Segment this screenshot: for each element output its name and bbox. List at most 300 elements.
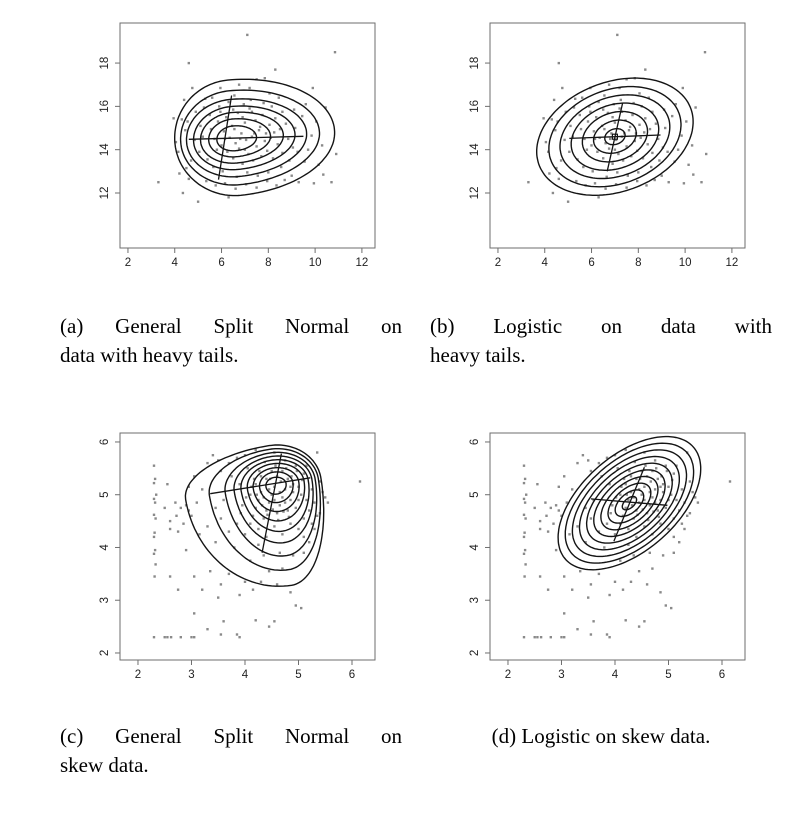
scatter-point bbox=[567, 201, 569, 203]
scatter-point bbox=[646, 583, 648, 585]
scatter-point bbox=[232, 108, 234, 110]
caption-b-line-1: (b) Logistic on data with bbox=[430, 314, 772, 338]
scatter-point bbox=[217, 120, 219, 122]
scatter-point bbox=[154, 517, 156, 519]
scatter-point bbox=[260, 475, 262, 477]
scatter-point bbox=[275, 184, 277, 186]
panel-a-chart bbox=[88, 0, 398, 285]
scatter-point bbox=[667, 528, 669, 530]
scatter-point bbox=[524, 478, 526, 480]
scatter-point bbox=[240, 132, 242, 134]
caption-c bbox=[60, 722, 402, 780]
scatter-point bbox=[153, 465, 155, 467]
scatter-point bbox=[611, 163, 613, 165]
scatter-point bbox=[568, 533, 570, 535]
scatter-point bbox=[536, 483, 538, 485]
scatter-point bbox=[185, 167, 187, 169]
scatter-point bbox=[558, 486, 560, 488]
scatter-point bbox=[180, 507, 182, 509]
caption-a-line-1: (a) General Split Normal on bbox=[60, 314, 402, 338]
scatter-point bbox=[216, 149, 218, 151]
scatter-point bbox=[631, 114, 633, 116]
scatter-point bbox=[563, 636, 565, 638]
scatter-point bbox=[683, 182, 685, 184]
scatter-point bbox=[238, 84, 240, 86]
scatter-point bbox=[225, 116, 227, 118]
scatter-point bbox=[649, 128, 651, 130]
scatter-point bbox=[257, 544, 259, 546]
scatter-point bbox=[307, 149, 309, 151]
scatter-point bbox=[523, 536, 525, 538]
scatter-point bbox=[327, 501, 329, 503]
scatter-point bbox=[166, 636, 168, 638]
scatter-point bbox=[186, 120, 188, 122]
scatter-point bbox=[582, 454, 584, 456]
scatter-point bbox=[155, 494, 157, 496]
scatter-point bbox=[262, 102, 264, 104]
scatter-point bbox=[561, 87, 563, 89]
caption-a bbox=[60, 312, 402, 370]
scatter-point bbox=[683, 528, 685, 530]
scatter-point bbox=[295, 604, 297, 606]
scatter-point bbox=[525, 494, 527, 496]
scatter-point bbox=[268, 124, 270, 126]
x-tick-label: 2 bbox=[124, 257, 132, 269]
scatter-point bbox=[620, 99, 622, 101]
scatter-point bbox=[580, 128, 582, 130]
scatter-point bbox=[154, 563, 156, 565]
scatter-point bbox=[547, 530, 549, 532]
scatter-point bbox=[169, 520, 171, 522]
scatter-point bbox=[579, 570, 581, 572]
scatter-point bbox=[523, 482, 525, 484]
scatter-point bbox=[675, 499, 677, 501]
scatter-point bbox=[603, 546, 605, 548]
scatter-point bbox=[524, 549, 526, 551]
scatter-point bbox=[257, 175, 259, 177]
scatter-point bbox=[202, 136, 204, 138]
scatter-point bbox=[602, 108, 604, 110]
scatter-point bbox=[287, 509, 289, 511]
scatter-point bbox=[227, 101, 229, 103]
scatter-point bbox=[258, 470, 260, 472]
scatter-point bbox=[153, 636, 155, 638]
scatter-point bbox=[608, 636, 610, 638]
scatter-point bbox=[223, 130, 225, 132]
scatter-point bbox=[255, 483, 257, 485]
scatter-point bbox=[645, 184, 647, 186]
scatter-point bbox=[568, 151, 570, 153]
scatter-point bbox=[260, 581, 262, 583]
scatter-point bbox=[292, 146, 294, 148]
scatter-point bbox=[640, 137, 642, 139]
scatter-point bbox=[154, 478, 156, 480]
scatter-point bbox=[316, 451, 318, 453]
scatter-point bbox=[252, 589, 254, 591]
scatter-point bbox=[297, 528, 299, 530]
scatter-point bbox=[609, 138, 611, 140]
scatter-point bbox=[657, 478, 659, 480]
scatter-point bbox=[289, 523, 291, 525]
x-tick-label: 12 bbox=[725, 257, 739, 269]
x-tick-label: 2 bbox=[504, 669, 512, 681]
scatter-point bbox=[324, 496, 326, 498]
scatter-point bbox=[330, 181, 332, 183]
scatter-point bbox=[650, 166, 652, 168]
scatter-point bbox=[655, 467, 657, 469]
scatter-point bbox=[220, 583, 222, 585]
scatter-point bbox=[279, 504, 281, 506]
scatter-point bbox=[582, 166, 584, 168]
x-tick-label: 5 bbox=[665, 669, 672, 681]
scatter-point bbox=[190, 159, 192, 161]
scatter-point bbox=[154, 549, 156, 551]
scatter-point bbox=[560, 159, 562, 161]
scatter-point bbox=[291, 175, 293, 177]
scatter-point bbox=[662, 554, 664, 556]
scatter-point bbox=[658, 516, 660, 518]
scatter-point bbox=[563, 612, 565, 614]
scatter-point bbox=[359, 480, 361, 482]
scatter-point bbox=[321, 144, 323, 146]
scatter-point bbox=[184, 129, 186, 131]
y-tick-label: 5 bbox=[99, 491, 111, 498]
scatter-point bbox=[523, 514, 525, 516]
scatter-point bbox=[523, 465, 525, 467]
scatter-point bbox=[697, 501, 699, 503]
y-tick-label: 3 bbox=[99, 597, 111, 604]
scatter-point bbox=[571, 589, 573, 591]
scatter-point bbox=[220, 633, 222, 635]
caption-d bbox=[430, 722, 772, 751]
scatter-point bbox=[182, 192, 184, 194]
scatter-point bbox=[298, 181, 300, 183]
scatter-point bbox=[271, 105, 273, 107]
scatter-point bbox=[201, 589, 203, 591]
scatter-point bbox=[614, 121, 616, 123]
scatter-point bbox=[268, 625, 270, 627]
scatter-point bbox=[540, 636, 542, 638]
scatter-point bbox=[174, 501, 176, 503]
scatter-point bbox=[523, 532, 525, 534]
axes-layer bbox=[99, 23, 375, 269]
scatter-point bbox=[244, 533, 246, 535]
scatter-point bbox=[214, 541, 216, 543]
scatter-point bbox=[552, 523, 554, 525]
scatter-point bbox=[539, 520, 541, 522]
scatter-point bbox=[680, 134, 682, 136]
scatter-point bbox=[238, 594, 240, 596]
scatter-point bbox=[545, 515, 547, 517]
x-tick-label: 12 bbox=[355, 257, 369, 269]
scatter-point bbox=[705, 153, 707, 155]
scatter-point bbox=[689, 480, 691, 482]
scatter-point bbox=[196, 501, 198, 503]
scatter-point bbox=[576, 462, 578, 464]
y-tick-label: 14 bbox=[99, 143, 111, 157]
panel-c-chart bbox=[88, 410, 398, 695]
scatter-point bbox=[664, 127, 666, 129]
y-tick-label: 12 bbox=[99, 186, 111, 200]
scatter-point bbox=[602, 157, 604, 159]
scatter-point bbox=[276, 512, 278, 514]
scatter-point bbox=[673, 552, 675, 554]
scatter-point bbox=[284, 501, 286, 503]
scatter-point bbox=[638, 124, 640, 126]
scatter-point bbox=[268, 570, 270, 572]
scatter-point bbox=[651, 152, 653, 154]
scatter-point bbox=[169, 528, 171, 530]
scatter-point bbox=[281, 111, 283, 113]
scatter-point bbox=[553, 99, 555, 101]
scatter-point bbox=[205, 180, 207, 182]
scatter-point bbox=[195, 111, 197, 113]
scatter-point bbox=[524, 517, 526, 519]
scatter-point bbox=[625, 507, 627, 509]
scatter-point bbox=[230, 475, 232, 477]
scatter-point bbox=[206, 462, 208, 464]
scatter-point bbox=[300, 607, 302, 609]
scatter-point bbox=[649, 552, 651, 554]
scatter-point bbox=[638, 570, 640, 572]
scatter-point bbox=[575, 180, 577, 182]
y-tick-label: 18 bbox=[99, 56, 111, 70]
scatter-point bbox=[284, 179, 286, 181]
scatter-point bbox=[313, 528, 315, 530]
scatter-point bbox=[622, 589, 624, 591]
scatter-point bbox=[587, 596, 589, 598]
scatter-point bbox=[166, 483, 168, 485]
scatter-point bbox=[267, 171, 269, 173]
scatter-point bbox=[289, 499, 291, 501]
scatter-point bbox=[246, 171, 248, 173]
scatter-point bbox=[667, 486, 669, 488]
scatter-point bbox=[558, 62, 560, 64]
scatter-point bbox=[629, 126, 631, 128]
scatter-point bbox=[691, 491, 693, 493]
scatter-point bbox=[222, 620, 224, 622]
scatter-point bbox=[255, 619, 257, 621]
scatter-point bbox=[303, 536, 305, 538]
caption-b bbox=[430, 312, 772, 370]
scatter-point bbox=[193, 612, 195, 614]
scatter-point bbox=[153, 514, 155, 516]
scatter-point bbox=[222, 499, 224, 501]
scatter-point bbox=[153, 553, 155, 555]
scatter-point bbox=[258, 129, 260, 131]
scatter-point bbox=[170, 636, 172, 638]
scatter-point bbox=[266, 514, 268, 516]
scatter-point bbox=[594, 182, 596, 184]
scatter-point bbox=[586, 149, 588, 151]
x-tick-label: 10 bbox=[678, 257, 692, 269]
scatter-point bbox=[590, 144, 592, 146]
scatter-point bbox=[241, 504, 243, 506]
scatter-point bbox=[587, 120, 589, 122]
scatter-point bbox=[611, 116, 613, 118]
scatter-point bbox=[682, 87, 684, 89]
scatter-point bbox=[265, 478, 267, 480]
scatter-point bbox=[172, 117, 174, 119]
scatter-point bbox=[654, 488, 656, 490]
scatter-point bbox=[209, 570, 211, 572]
scatter-point bbox=[181, 118, 183, 120]
y-tick-label: 3 bbox=[469, 597, 481, 604]
scatter-point bbox=[643, 620, 645, 622]
scatter-point bbox=[687, 164, 689, 166]
y-tick-label: 5 bbox=[469, 491, 481, 498]
scatter-point bbox=[188, 178, 190, 180]
scatter-point bbox=[598, 573, 600, 575]
scatter-point bbox=[655, 123, 657, 125]
scatter-point bbox=[278, 97, 280, 99]
scatter-point bbox=[659, 486, 661, 488]
scatter-point bbox=[550, 507, 552, 509]
scatter-point bbox=[659, 591, 661, 593]
scatter-point bbox=[259, 126, 261, 128]
scatter-point bbox=[569, 125, 571, 127]
scatter-point bbox=[668, 181, 670, 183]
scatter-point bbox=[618, 107, 620, 109]
scatter-point bbox=[596, 151, 598, 153]
scatter-point bbox=[215, 184, 217, 186]
scatter-point bbox=[637, 171, 639, 173]
scatter-point bbox=[193, 636, 195, 638]
scatter-point bbox=[604, 188, 606, 190]
scatter-point bbox=[650, 480, 652, 482]
x-tick-label: 6 bbox=[218, 257, 225, 269]
scatter-point bbox=[598, 462, 600, 464]
scatter-point bbox=[619, 560, 621, 562]
scatter-point bbox=[678, 541, 680, 543]
scatter-point bbox=[198, 151, 200, 153]
axes-layer bbox=[469, 433, 745, 681]
scatter-point bbox=[694, 106, 696, 108]
scatter-point bbox=[206, 525, 208, 527]
scatter-point bbox=[164, 636, 166, 638]
scatter-point bbox=[220, 517, 222, 519]
scatter-point bbox=[610, 512, 612, 514]
scatter-point bbox=[635, 536, 637, 538]
scatter-point bbox=[685, 120, 687, 122]
scatter-point bbox=[280, 166, 282, 168]
scatter-point bbox=[301, 115, 303, 117]
scatter-point bbox=[273, 525, 275, 527]
y-tick-label: 16 bbox=[469, 99, 481, 113]
scatter-point bbox=[175, 515, 177, 517]
scatter-point bbox=[248, 87, 250, 89]
scatter-point bbox=[212, 454, 214, 456]
scatter-point bbox=[558, 509, 560, 511]
scatter-point bbox=[666, 151, 668, 153]
scatter-point bbox=[197, 201, 199, 203]
scatter-point bbox=[233, 128, 235, 130]
scatter-point bbox=[222, 170, 224, 172]
scatter-point bbox=[177, 589, 179, 591]
y-tick-label: 2 bbox=[99, 649, 111, 657]
x-tick-label: 6 bbox=[718, 669, 726, 681]
scatter-point bbox=[281, 533, 283, 535]
scatter-point bbox=[651, 567, 653, 569]
y-tick-label: 16 bbox=[99, 99, 111, 113]
scatter-point bbox=[670, 607, 672, 609]
scatter-point bbox=[178, 172, 180, 174]
scatter-point bbox=[619, 494, 621, 496]
scatter-point bbox=[303, 517, 305, 519]
scatter-point bbox=[603, 94, 605, 96]
scatter-point bbox=[264, 77, 266, 79]
scatter-point bbox=[638, 625, 640, 627]
axes-layer bbox=[469, 23, 745, 269]
scatter-point bbox=[657, 509, 659, 511]
scatter-point bbox=[335, 153, 337, 155]
scatter-point bbox=[555, 549, 557, 551]
scatter-point bbox=[245, 139, 247, 141]
caption-c-line-1: (c) General Split Normal on bbox=[60, 724, 402, 748]
scatter-point bbox=[552, 192, 554, 194]
x-tick-label: 8 bbox=[265, 257, 272, 269]
scatter-point bbox=[729, 480, 731, 482]
x-tick-label: 4 bbox=[171, 257, 178, 269]
scatter-point bbox=[287, 138, 289, 140]
y-tick-label: 14 bbox=[469, 143, 481, 157]
scatter-point bbox=[593, 130, 595, 132]
scatter-point bbox=[681, 523, 683, 525]
scatter-point bbox=[689, 512, 691, 514]
scatter-point bbox=[255, 186, 257, 188]
scatter-point bbox=[218, 105, 220, 107]
plot-frame bbox=[490, 433, 745, 660]
scatter-point bbox=[169, 575, 171, 577]
scatter-point bbox=[616, 34, 618, 36]
x-tick-label: 4 bbox=[241, 669, 249, 681]
scatter-point bbox=[308, 509, 310, 511]
scatter-point bbox=[244, 581, 246, 583]
scatter-point bbox=[248, 107, 250, 109]
scatter-point bbox=[273, 620, 275, 622]
scatter-point bbox=[190, 515, 192, 517]
scatter-point bbox=[551, 118, 553, 120]
scatter-point bbox=[542, 117, 544, 119]
scatter-point bbox=[180, 636, 182, 638]
scatter-point bbox=[544, 501, 546, 503]
scatter-point bbox=[563, 575, 565, 577]
scatter-point bbox=[219, 111, 221, 113]
panel-d-chart bbox=[458, 410, 768, 695]
scatter-point bbox=[188, 62, 190, 64]
x-tick-label: 3 bbox=[558, 669, 565, 681]
x-tick-label: 2 bbox=[494, 257, 502, 269]
x-tick-label: 6 bbox=[588, 257, 595, 269]
scatter-point bbox=[658, 159, 660, 161]
scatter-point bbox=[617, 153, 619, 155]
scatter-point bbox=[590, 517, 592, 519]
scatter-point bbox=[264, 140, 266, 142]
scatter-point bbox=[310, 134, 312, 136]
scatter-point bbox=[524, 563, 526, 565]
scatter-point bbox=[536, 636, 538, 638]
scatter-point bbox=[153, 575, 155, 577]
scatter-point bbox=[227, 196, 229, 198]
scatter-point bbox=[316, 515, 318, 517]
caption-b-line-2: heavy tails. bbox=[430, 343, 526, 367]
scatter-point bbox=[236, 633, 238, 635]
scatter-point bbox=[241, 116, 243, 118]
scatter-point bbox=[246, 34, 248, 36]
scatter-point bbox=[287, 478, 289, 480]
scatter-point bbox=[659, 523, 661, 525]
scatter-point bbox=[611, 504, 613, 506]
